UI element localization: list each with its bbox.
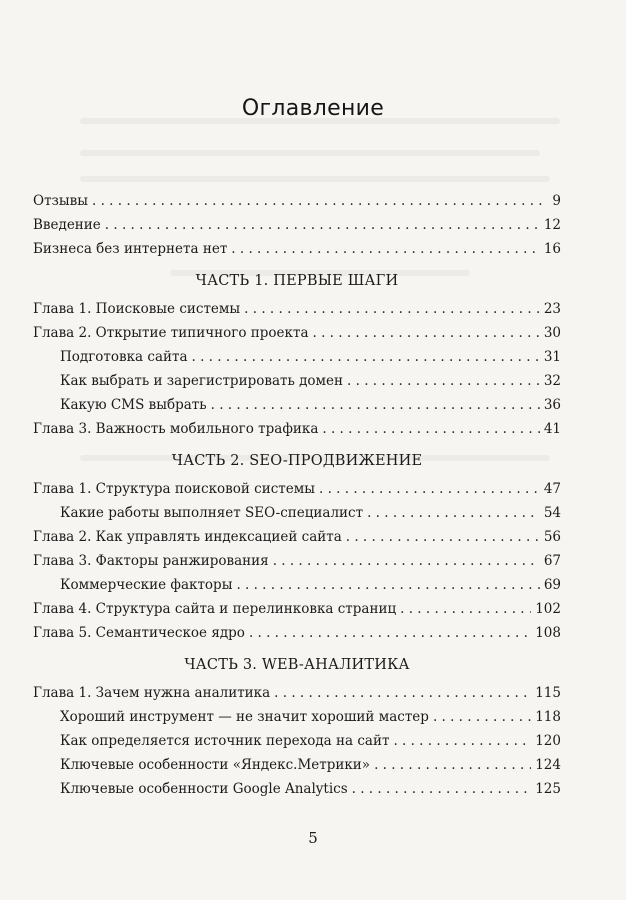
toc-entry-label: Глава 1. Зачем нужна аналитика [33,685,271,701]
dot-leader [211,393,540,417]
toc-section[interactable] [33,705,561,729]
toc-chapter[interactable] [33,321,561,345]
toc-entry-page: 32 [543,373,561,389]
toc-entry-page: 36 [543,397,561,413]
dot-leader [231,237,540,261]
toc-entry-page: 125 [535,781,561,797]
dot-leader [105,213,540,237]
toc-entry-label: Какие работы выполняет SEO-специалист [60,505,364,521]
toc-entry-label: Ключевые особенности «Яндекс.Метрики» [60,757,371,773]
dot-leader [433,705,531,729]
toc-entry-page: 115 [535,685,561,701]
toc-entry-page: 67 [543,553,561,569]
toc-chapter[interactable] [33,417,561,441]
part-heading: ЧАСТЬ 1. ПЕРВЫЕ ШАГИ [195,273,399,289]
toc-entry-page: 47 [543,481,561,497]
dot-leader [367,501,540,525]
toc-chapter[interactable] [33,525,561,549]
toc-entry[interactable] [33,237,561,261]
toc-entry-page: 102 [535,601,561,617]
toc-entry-label: Глава 1. Поисковые системы [33,301,241,317]
toc-entry-label: Какую CMS выбрать [60,397,207,413]
part-heading: ЧАСТЬ 3. WEB-АНАЛИТИКА [184,657,410,673]
toc-entry-page: 23 [543,301,561,317]
toc-entry-label: Отзывы [33,193,88,209]
toc-section[interactable] [33,777,561,801]
dot-leader [347,369,540,393]
toc-entry-label: Глава 1. Структура поисковой системы [33,481,315,497]
dot-leader [322,417,539,441]
toc-section[interactable] [33,729,561,753]
dot-leader [249,621,531,645]
toc-entry-label: Введение [33,217,101,233]
toc-entry[interactable] [33,213,561,237]
dot-leader [400,597,531,621]
toc-chapter[interactable] [33,681,561,705]
dot-leader [313,321,540,345]
dot-leader [92,189,548,213]
toc-chapter[interactable] [33,297,561,321]
dot-leader [274,681,531,705]
toc-entry-page: 69 [543,577,561,593]
toc-entry-page: 9 [552,193,561,209]
toc-entry-page: 41 [543,421,561,437]
toc-entry-label: Бизнеса без интернета нет [33,241,228,257]
toc-chapter[interactable] [33,549,561,573]
toc-entry-page: 118 [535,709,561,725]
toc-section[interactable] [33,393,561,417]
toc-entry-page: 56 [543,529,561,545]
dot-leader [273,549,540,573]
toc-section[interactable] [33,573,561,597]
toc-entry-page: 54 [543,505,561,521]
page-title: Оглавление [241,96,385,121]
toc-section[interactable] [33,369,561,393]
dot-leader [236,573,539,597]
toc-entry-label: Глава 2. Как управлять индексацией сайта [33,529,342,545]
toc-entry-page: 108 [535,625,561,641]
toc-chapter[interactable] [33,597,561,621]
toc-entry-label: Ключевые особенности Google Analytics [60,781,348,797]
page-number: 5 [308,829,318,847]
show-through-line [80,150,540,156]
toc-section[interactable] [33,753,561,777]
toc-entry-label: Глава 4. Структура сайта и перелинковка страниц [33,601,397,617]
toc-entry-label: Глава 5. Семантическое ядро [33,625,245,641]
toc-entry-label: Глава 3. Факторы ранжирования [33,553,269,569]
toc-entry-label: Подготовка сайта [60,349,188,365]
dot-leader [352,777,532,801]
dot-leader [192,345,540,369]
toc-chapter[interactable] [33,477,561,501]
toc-entry-page: 124 [535,757,561,773]
toc-chapter[interactable] [33,621,561,645]
dot-leader [374,753,531,777]
toc-entry-page: 30 [543,325,561,341]
show-through-line [80,176,550,182]
toc-entry-label: Коммерческие факторы [60,577,233,593]
dot-leader [244,297,540,321]
toc-entry[interactable] [33,189,561,213]
dot-leader [393,729,531,753]
toc-entry-label: Хороший инструмент — не значит хороший мастер [60,709,429,725]
part-heading: ЧАСТЬ 2. SEO-ПРОДВИЖЕНИЕ [171,453,423,469]
toc-entry-page: 16 [543,241,561,257]
toc-entry-page: 31 [543,349,561,365]
dot-leader [346,525,540,549]
toc-section[interactable] [33,501,561,525]
toc-entry-label: Как определяется источник перехода на сайт [60,733,390,749]
table-of-contents [33,189,561,801]
toc-entry-label: Как выбрать и зарегистрировать домен [60,373,344,389]
toc-entry-label: Глава 3. Важность мобильного трафика [33,421,319,437]
toc-entry-label: Глава 2. Открытие типичного проекта [33,325,309,341]
dot-leader [319,477,540,501]
toc-section[interactable] [33,345,561,369]
toc-entry-page: 120 [535,733,561,749]
toc-entry-page: 12 [543,217,561,233]
